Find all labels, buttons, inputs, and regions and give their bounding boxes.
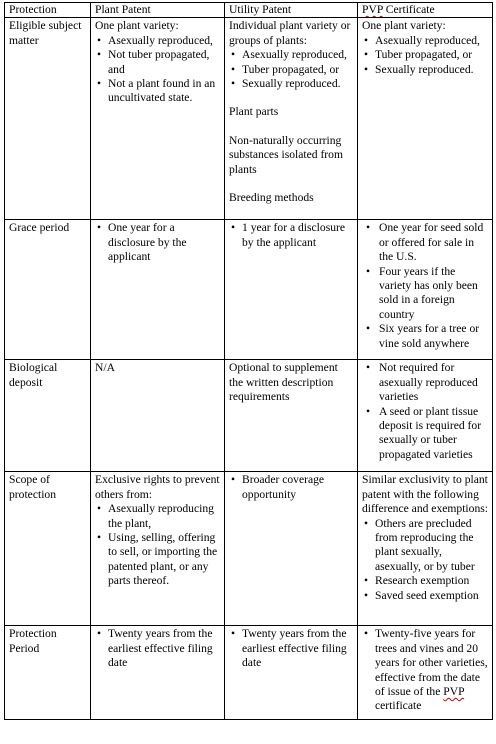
bullet-list — [95, 34, 220, 106]
cell-pvp-certificate — [358, 626, 493, 720]
row-biological-deposit — [5, 360, 493, 472]
bullet-list — [362, 34, 488, 77]
header-pvp-certificate — [358, 3, 493, 18]
protection-comparison-table — [4, 2, 493, 720]
list-item: • Asexually reproduced, — [95, 34, 220, 48]
bullet-list — [229, 48, 353, 91]
row-eligible-subject-matter — [5, 18, 493, 220]
header-utility-patent: Utility Patent — [225, 3, 358, 18]
list-item: • Twenty years from the earliest effective filing date — [229, 627, 353, 670]
cell-utility-patent: Optional to supplement the written description requirements — [225, 360, 358, 472]
cell-plant-patent — [91, 220, 225, 360]
cell-plant-patent — [91, 626, 225, 720]
cell-utility-patent — [225, 18, 358, 220]
list-item: • Others are precluded from reproducing the plant sexually, asexually, or by tuber — [362, 517, 488, 575]
pvp-header-rest: Certificate — [382, 3, 435, 16]
row-label: Scope of protection — [5, 472, 91, 626]
paragraph: Breeding methods — [229, 191, 314, 205]
list-item: • Tuber propagated, or — [229, 63, 353, 77]
row-label: Protection Period — [5, 626, 91, 720]
cell-utility-patent — [225, 220, 358, 360]
cell-utility-patent — [225, 472, 358, 626]
bullet-list — [362, 361, 488, 462]
list-item: • A seed or plant tissue deposit is required for sexually or tuber propagated varieties — [362, 405, 488, 463]
row-label: Grace period — [5, 220, 91, 360]
header-plant-patent: Plant Patent — [91, 3, 225, 18]
list-item: • Sexually reproduced. — [362, 63, 488, 77]
list-item: • One year for seed sold or offered for sale in the U.S. — [362, 221, 488, 264]
row-scope-of-protection — [5, 472, 493, 626]
bullet-list — [229, 627, 353, 670]
cell-plant-patent — [91, 472, 225, 626]
cell-intro: Individual plant variety or groups of plants: — [229, 19, 351, 47]
list-item: • Sexually reproduced. — [229, 77, 353, 91]
list-item: • Broader coverage opportunity — [229, 473, 353, 502]
bullet-list — [95, 502, 220, 588]
row-protection-period — [5, 626, 493, 720]
list-item: • Asexually reproduced, — [229, 48, 353, 62]
row-label: Biological deposit — [5, 360, 91, 472]
list-item: • 1 year for a disclosure by the applicant — [229, 221, 353, 250]
list-item: • Tuber propagated, or — [362, 48, 488, 62]
bullet-list — [95, 221, 220, 264]
cell-pvp-certificate — [358, 360, 493, 472]
period-text: Twenty-five years for trees and vines and 20 years for other varieties, effective from the date of issue of the — [375, 627, 488, 699]
list-item: • Not required for asexually reproduced varieties — [362, 361, 488, 404]
list-item: • Six years for a tree or vine sold anywhere — [362, 322, 488, 351]
cell-intro: One plant variety: — [95, 19, 179, 33]
bullet-list — [362, 517, 488, 603]
cell-plant-patent: N/A — [91, 360, 225, 472]
cell-utility-patent — [225, 626, 358, 720]
list-item: • Saved seed exemption — [362, 589, 488, 603]
header-row — [5, 3, 493, 18]
cell-pvp-certificate — [358, 18, 493, 220]
pvp-abbr: PVP — [443, 685, 465, 699]
cell-intro: One plant variety: — [362, 19, 446, 33]
bullet-list — [362, 627, 488, 713]
row-label: Eligible subject matter — [5, 18, 91, 220]
period-text-end: certificate — [375, 699, 422, 713]
bullet-list — [95, 627, 220, 670]
paragraph: Non-naturally occurring substances isolated from plants — [229, 133, 343, 176]
list-item: • Four years if the variety has only been sold in a foreign country — [362, 265, 488, 323]
list-item: • One year for a disclosure by the applicant — [95, 221, 220, 264]
cell-intro: Exclusive rights to prevent others from: — [95, 473, 220, 501]
paragraph: Plant parts — [229, 105, 279, 119]
cell-pvp-certificate — [358, 472, 493, 626]
header-protection: Protection — [5, 3, 91, 18]
list-item: • Research exemption — [362, 574, 488, 588]
bullet-list — [362, 221, 488, 351]
pvp-abbr: PVP — [362, 3, 383, 16]
list-item: • Asexually reproducing the plant, — [95, 502, 220, 531]
bullet-list — [229, 221, 353, 250]
list-item: • Not a plant found in an uncultivated state. — [95, 77, 220, 106]
cell-pvp-certificate — [358, 220, 493, 360]
row-grace-period — [5, 220, 493, 360]
list-item: • Using, selling, offering to sell, or importing the patented plant, or any parts thereof. — [95, 531, 220, 589]
list-item: • Twenty years from the earliest effective filing date — [95, 627, 220, 670]
cell-plant-patent — [91, 18, 225, 220]
list-item: • Asexually reproduced, — [362, 34, 488, 48]
cell-intro: Similar exclusivity to plant patent with the following difference and exemptions: — [362, 473, 488, 516]
list-item — [362, 627, 488, 713]
list-item: • Not tuber propagated, and — [95, 48, 220, 77]
bullet-list — [229, 473, 353, 502]
